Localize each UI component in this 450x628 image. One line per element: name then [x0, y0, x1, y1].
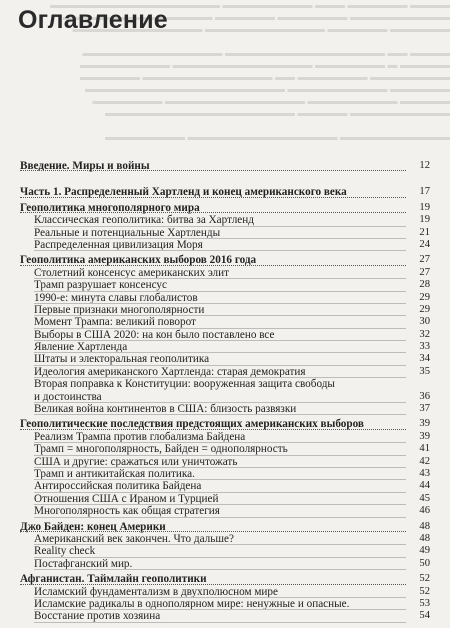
- toc-entry-line: [20, 378, 430, 390]
- toc-entry-title: Великая война континентов в США: близость развязки: [34, 403, 297, 416]
- toc-entry[interactable]: [20, 533, 430, 545]
- toc-entry[interactable]: [20, 443, 430, 455]
- toc-entry-page: 43: [419, 467, 430, 479]
- toc-entry[interactable]: [20, 366, 430, 378]
- toc-entry-page: 42: [419, 455, 430, 467]
- toc-entry-title: 1990-е: минута славы глобалистов: [34, 291, 198, 304]
- toc-entry-page: 21: [419, 226, 430, 238]
- toc-entry-page: 52: [419, 573, 430, 585]
- toc-entry-title: Исламские радикалы в однополярном мире: ненужные и опасные.: [34, 597, 350, 610]
- toc-entry-title: Распределенная цивилизация Моря: [34, 238, 203, 251]
- toc-entry[interactable]: [20, 403, 430, 415]
- toc-entry-title: Часть 1. Распределенный Хартленд и конец американского века: [20, 186, 347, 199]
- toc-entry[interactable]: [20, 341, 430, 353]
- toc-entry-title: Джо Байден: конец Америки: [20, 520, 166, 533]
- toc-section-heading[interactable]: [20, 418, 430, 430]
- toc-entry-title: Геополитика американских выборов 2016 года: [20, 254, 257, 267]
- toc-entry[interactable]: [20, 227, 430, 239]
- toc-entry[interactable]: [20, 304, 430, 316]
- toc-entry[interactable]: [20, 480, 430, 492]
- toc-entry-title: Трамп = многополярность, Байден = однополярность: [34, 443, 288, 456]
- toc-entry[interactable]: [20, 610, 430, 622]
- toc-entry-title: США и другие: сражаться или уничтожать: [34, 455, 238, 468]
- table-of-contents: [20, 160, 430, 623]
- toc-entry-page: 32: [419, 328, 430, 340]
- toc-entry[interactable]: [20, 329, 430, 341]
- toc-entry-title: Трамп разрушает консенсус: [34, 279, 167, 292]
- toc-section-heading[interactable]: [20, 521, 430, 533]
- toc-entry-page: 33: [419, 341, 430, 353]
- toc-entry-page: 17: [419, 186, 430, 198]
- toc-entry-title: Идеология американского Хартленда: старая демократия: [34, 365, 306, 378]
- toc-entry[interactable]: [20, 493, 430, 505]
- toc-part-heading[interactable]: [20, 186, 430, 198]
- toc-entry-title: Штаты и электоральная геополитика: [34, 353, 210, 366]
- toc-entry-title: Вторая поправка к Конституции: вооруженная защита свободы: [34, 378, 335, 391]
- toc-entry-page: 49: [419, 545, 430, 557]
- toc-entry-title: Геополитические последствия предстоящих американских выборов: [20, 418, 364, 431]
- toc-entry-page: 12: [419, 160, 430, 171]
- toc-entry-title: Явление Хартленда: [34, 341, 128, 354]
- toc-entry-title: Reality check: [34, 545, 96, 558]
- toc-entry[interactable]: [20, 431, 430, 443]
- toc-entry-page: 53: [419, 597, 430, 609]
- toc-entry[interactable]: [20, 468, 430, 480]
- toc-entry-page: 36: [419, 390, 430, 402]
- toc-entry-page: 19: [419, 201, 430, 213]
- toc-entry-page: 41: [419, 443, 430, 455]
- toc-entry-title: Трамп и антикитайская политика.: [34, 467, 195, 480]
- page-title: Оглавление: [18, 6, 168, 34]
- toc-entry-page: 39: [419, 418, 430, 430]
- toc-entry-page: 34: [419, 353, 430, 365]
- toc-entry[interactable]: [20, 279, 430, 291]
- toc-entry-title: Первые признаки многополярности: [34, 303, 205, 316]
- toc-entry-title: Отношения США с Ираном и Турцией: [34, 492, 219, 505]
- toc-entry-page: 52: [419, 585, 430, 597]
- toc-entry-title: Столетний консенсус американских элит: [34, 266, 230, 279]
- toc-entry[interactable]: [20, 267, 430, 279]
- toc-entry-page: 29: [419, 303, 430, 315]
- toc-entry-page: 50: [419, 557, 430, 569]
- toc-entry-title: Выборы в США 2020: на кон было поставлено все: [34, 328, 275, 341]
- toc-entry-title: Восстание против хозяина: [34, 610, 161, 623]
- toc-entry-title: Афганистан. Таймлайн геополитики: [20, 573, 207, 586]
- toc-entry-page: 44: [419, 480, 430, 492]
- toc-entry[interactable]: [20, 239, 430, 251]
- toc-entry-title: Классическая геополитика: битва за Хартленд: [34, 214, 254, 227]
- toc-section-heading[interactable]: [20, 254, 430, 266]
- toc-entry-page: 35: [419, 365, 430, 377]
- toc-intro[interactable]: [20, 160, 430, 172]
- bleed-through: ▬▬▬▬ ▬▬▬▬▬▬ ▬▬▬ ▬▬▬▬▬▬▬▬▬ ▬▬▬▬▬▬▬▬▬▬▬▬▬▬▬▬▬ ▬▬▬▬▬▬▬▬▬▬ ▬▬▬▬▬▬▬ ▬▬▬▬▬▬ ▬▬▬▬▬▬▬▬▬▬▬▬▬▬▬ ▬▬▬▬▬▬ ▬▬▬▬▬▬ ▬▬▬▬▬▬▬▬▬▬▬▬ ▬▬▬▬▬▬▬▬▬▬▬▬▬ ▬▬▬▬ ▬▬ ▬▬▬▬▬▬▬▬▬▬▬▬▬▬▬▬ ▬▬▬▬▬▬▬▬▬▬▬▬▬▬ ▬▬▬▬▬ ▬ ▬▬▬▬▬▬▬ ▬▬▬▬▬▬▬▬▬▬▬▬▬▬ ▬▬▬▬▬▬▬▬▬ ▬▬▬▬▬▬▬▬ ▬▬▬▬▬▬▬ ▬▬ ▬▬▬▬▬▬▬▬▬▬▬▬▬ ▬▬▬▬▬▬ ▬▬▬▬▬▬ ▬▬▬▬▬▬▬▬▬▬ ▬▬▬▬▬▬▬▬▬▬▬▬▬▬▬▬▬▬▬▬ ▬▬▬▬▬ ▬▬▬▬▬▬▬▬▬ ▬▬▬▬▬▬▬▬▬▬▬▬▬▬ ▬▬▬▬▬▬▬ ▬▬▬▬▬▬▬▬▬▬ ▬▬▬▬▬ ▬▬▬▬▬▬▬▬▬▬▬▬▬▬▬▬▬▬▬ ▬▬▬▬▬▬▬▬▬▬▬ ▬▬▬▬▬▬▬▬▬▬▬▬▬▬▬ ▬▬▬▬▬▬▬▬: [50, 0, 450, 143]
- toc-entry-page: 30: [419, 316, 430, 328]
- toc-entry-title: Геополитика многополярного мира: [20, 201, 200, 214]
- toc-entry-page: 37: [419, 403, 430, 415]
- toc-entry-title: Многополярность как общая стратегия: [34, 505, 220, 518]
- toc-entry-page: 45: [419, 492, 430, 504]
- toc-entry-page: 54: [419, 610, 430, 622]
- toc-entry[interactable]: [20, 456, 430, 468]
- toc-entry[interactable]: [20, 292, 430, 304]
- toc-entry-title: Исламский фундаментализм в двухполюсном мире: [34, 585, 278, 598]
- toc-entry[interactable]: [20, 214, 430, 226]
- toc-entry[interactable]: [20, 598, 430, 610]
- toc-entry-page: 27: [419, 266, 430, 278]
- toc-entry-title: Реальные и потенциальные Хартленды: [34, 226, 221, 239]
- toc-entry[interactable]: [20, 558, 430, 570]
- toc-entry-page: 19: [419, 214, 430, 226]
- toc-entry-title: Реализм Трампа против глобализма Байдена: [34, 430, 246, 443]
- toc-entry[interactable]: [20, 391, 430, 403]
- toc-entry-page: 29: [419, 291, 430, 303]
- toc-entry-title-continued: и достоинства: [34, 390, 102, 403]
- toc-entry-title: Введение. Миры и войны: [20, 160, 150, 172]
- toc-entry-title: Американский век закончен. Что дальше?: [34, 532, 234, 545]
- toc-entry-page: 39: [419, 430, 430, 442]
- toc-entry-page: 28: [419, 279, 430, 291]
- toc-section-heading[interactable]: [20, 573, 430, 585]
- toc-entry-title: Постафганский мир.: [34, 557, 133, 570]
- toc-entry-page: 24: [419, 238, 430, 250]
- toc-entry[interactable]: [20, 316, 430, 328]
- toc-entry-page: 27: [419, 254, 430, 266]
- toc-entry-page: 46: [419, 505, 430, 517]
- toc-entry-page: 48: [419, 520, 430, 532]
- toc-entry[interactable]: [20, 353, 430, 365]
- toc-entry-page: 48: [419, 532, 430, 544]
- toc-entry-title: Антироссийская политика Байдена: [34, 480, 202, 493]
- toc-entry[interactable]: [20, 505, 430, 517]
- toc-entry-title: Момент Трампа: великий поворот: [34, 316, 196, 329]
- toc-entry[interactable]: [20, 586, 430, 598]
- toc-section-heading[interactable]: [20, 202, 430, 214]
- toc-entry[interactable]: [20, 545, 430, 557]
